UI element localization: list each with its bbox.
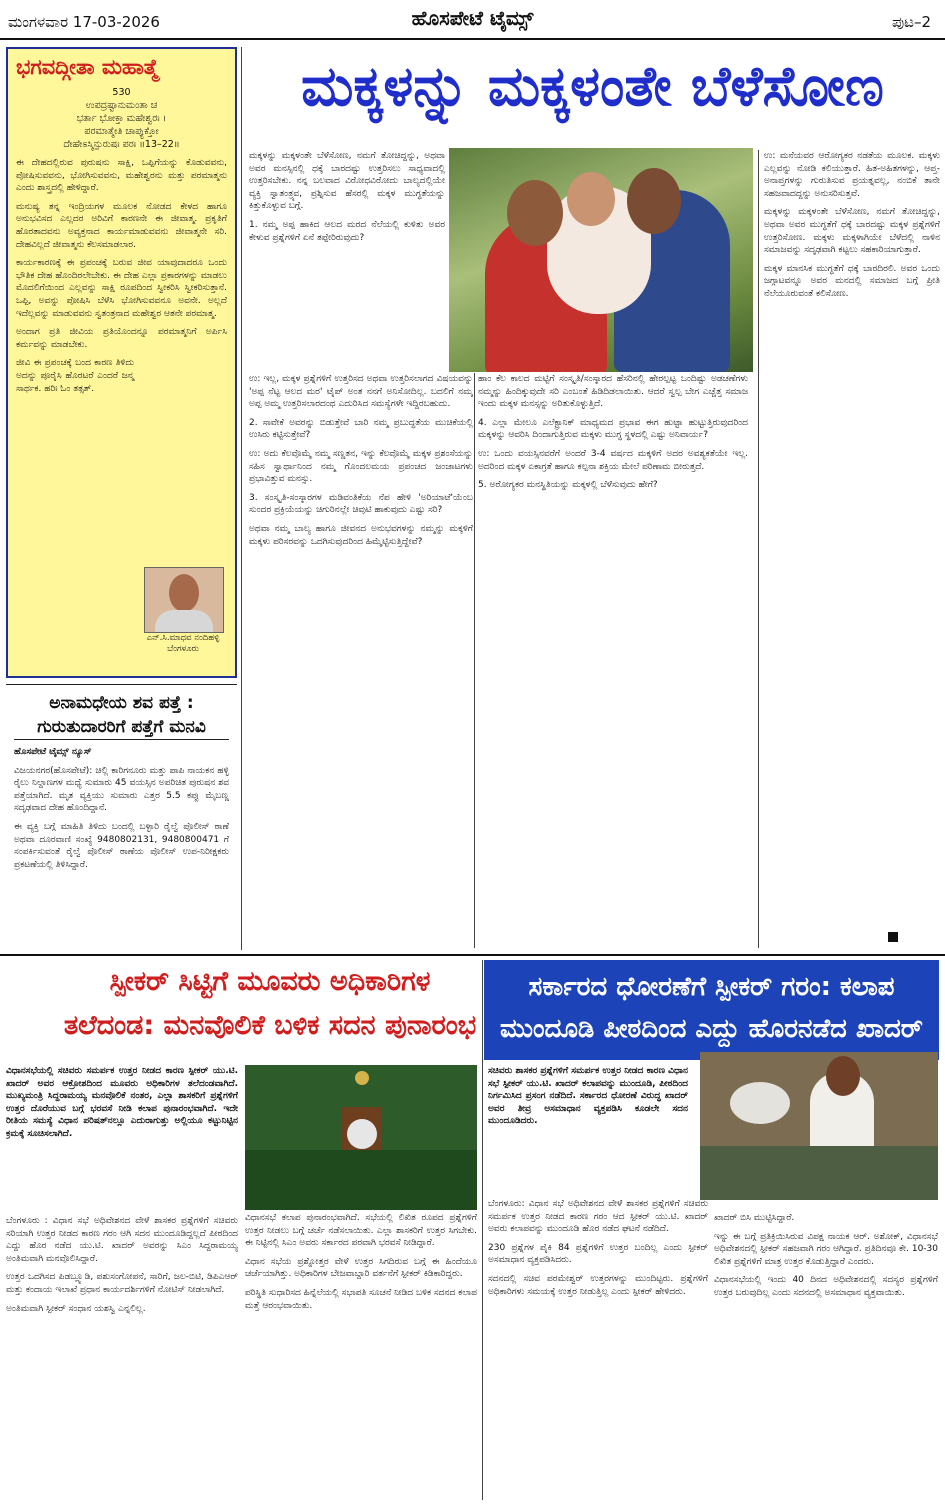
article-paragraph: ಈ ವ್ಯಕ್ತಿ ಬಗ್ಗೆ ಮಾಹಿತಿ ತಿಳಿದು ಬಂದಲ್ಲಿ ಬಳ್ಳಾರಿ ರೈಲ್ವೆ ಪೊಲೀಸ್ ಠಾಣೆ ಅಥವಾ ದೂರವಾಣಿ ಸಂಖ್ಯೆ 9480802131, 9480800471 ಗೆ ಸಂಪರ್ಕಿಸುವಂತೆ ರೈಲ್ವೆ ಪೊಲೀಸ್ ಠಾಣೆಯ ಪೊಲೀಸ್ ಉಪ-ನಿರೀಕ್ಷಕರು ಪ್ರಕಟಣೆಯಲ್ಲಿ ತಿಳಿಸಿದ್ದಾರೆ.: [14, 821, 229, 870]
speaker-left-column-1: [6, 1215, 238, 1500]
speaker-right-headline: [484, 960, 939, 1060]
article-paragraph: ವಿಧಾನಸಭೆ ಕಲಾಪ ಪುನಾರಂಭವಾಗಿದೆ. ಸಭೆಯಲ್ಲಿ ಲಿಖಿತ ರೂಪದ ಪ್ರಶ್ನೆಗಳಿಗೆ ಉತ್ತರ ನೀಡಲು ಬಗ್ಗೆ ಚರ್ಚೆ ನಡೆಸಲಾಯಿತು. ಎಲ್ಲಾ ಶಾಸಕರಿಗೆ ಉತ್ತರ ಸಿಗಬೇಕು. ಈ ನಿಟ್ಟಿನಲ್ಲಿ ಸಿಎಂ ಅವರು ಸರ್ಕಾರದ ಪರವಾಗಿ ಭರವಸೆ ನೀಡಿದ್ದಾರೆ.: [245, 1213, 477, 1249]
article-paragraph: ಮಕ್ಕಳನ್ನು ಮಕ್ಕಳಂತೇ ಬೆಳೆಸೋಣ, ನಮಗೆ ತೋಚಿದ್ದನ್ನು, ಅಥವಾ ಅವರ ಮುಗ್ಧತೆಗೆ ಧಕ್ಕೆ ಬಾರದಷ್ಟು ಮಕ್ಕಳ ಪ್ರಶ್ನೆಗಳಿಗೆ ಉತ್ತರಿಸೋಣ. ಮಕ್ಕಳು ಮಕ್ಕಳಾಗಿಯೇ ಬೆಳೆದಲ್ಲಿ ನಾಳಿನ ಸಮಾಜವನ್ನು ಸದೃಢವಾಗಿ ಕಟ್ಟಲು ಸಹಕಾರಿಯಾಗುತ್ತಾರೆ.: [764, 207, 940, 256]
lead-paragraph: ವಿಧಾನಸಭೆಯಲ್ಲಿ ಸಚಿವರು ಸಮರ್ಪಕ ಉತ್ತರ ನೀಡದ ಕಾರಣ ಸ್ಪೀಕರ್ ಯು.ಟಿ. ಖಾದರ್ ಅವರ ಆಕ್ರೋಶದಿಂದ ಮೂವರು ಅಧಿಕಾರಿಗಳ ತಲೆದಂಡವಾಗಿದೆ. ಮುಖ್ಯಮಂತ್ರಿ ಸಿದ್ದರಾಮಯ್ಯ ಮನವೊಲಿಕೆ ನಂತರ, ಎಲ್ಲಾ ಶಾಸಕರಿಗೆ ಪ್ರಶ್ನೆಗಳಿಗೆ ಉತ್ತರ ದೊರೆಯುವ ಬಗ್ಗೆ ಭರವಸೆ ನೀಡಿ ಕಲಾಪ ಪುನಾರಂಭವಾಗಿದೆ. ಇದೇ ರೀತಿಯ ಸಮಸ್ಯೆ ವಿಧಾನ ಪರಿಷತ್‌ನಲ್ಲೂ ಎದುರಾಗುತ್ತು ಅಲ್ಲಿಯೂ ಕಟ್ಟುನಿಟ್ಟಿನ ಕ್ರಮಕ್ಕೆ ಸೂಚಿಸಲಾಗಿದೆ.: [6, 1066, 238, 1139]
article-paragraph: 230 ಪ್ರಶ್ನೆಗಳ ಪೈಕಿ 84 ಪ್ರಶ್ನೆಗಳಿಗೆ ಉತ್ತರ ಬಂದಿಲ್ಲ ಎಂದು ಸ್ಪೀಕರ್ ಅಸಮಾಧಾನ ವ್ಯಕ್ತಪಡಿಸಿದರು.: [488, 1242, 708, 1266]
gita-paragraph: ಕಾರ್ಯಕಾರಣಕ್ಕೆ ಈ ಪ್ರಪಂಚಕ್ಕೆ ಬರುವ ಜೀವ ಯಾವುದಾದರೂ ಒಂದು ಭೌತಿಕ ದೇಹ ಹೊಂದಿರಲೇಬೇಕು. ಈ ದೇಹ ಎಲ್ಲಾ ಪ್ರಕಾರಗಳನ್ನು ಮಾಡಲು ಮೊದಲಿಗೆಯಿಂದ ಎಲ್ಲವನ್ನು ಸಾಕ್ಷಿ ರೂಪದಿಂದ ಸ್ವೀಕರಿಸಿ ಸ್ವೀಕರಿಸುತ್ತಾನೆ. ಒಪ್ಪಿ, ಅವನ್ನು ಪೋಷಿಸಿ ಬೆಳೆಸಿ ಭೋಗಿಸುವವನೂ ಅವನೇ. ಅಲ್ಲದೆ ಇದೆಲ್ಲವನ್ನು ಮಾಡುವವನು ಸ್ವತಂತ್ರನಾದ ಮಹೇಶ್ವರ ಆತನೇ ಪರಮಾತ್ಮ.: [16, 258, 227, 319]
speaker-photo: [700, 1052, 938, 1200]
article-paragraph: ಖಾದರ್ ಬಿಸಿ ಮುಟ್ಟಿಸಿದ್ದಾರೆ.: [714, 1213, 795, 1223]
shloka-line: ಪರಮಾತ್ಮೇತಿ ಚಾಪ್ಯುಕ್ತೋ: [84, 126, 159, 137]
article-paragraph: ಅಂತಿಮವಾಗಿ ಸ್ಪೀಕರ್ ಸಂಧಾನ ಯಶಸ್ವಿ ಎನ್ನಲಿಲ್ಲ.: [6, 1303, 146, 1314]
article-paragraph: ಉತ್ತರ ಒದಗಿಸದ ಪಿಡಬ್ಲ್ಯೂಡಿ, ಪಶುಸಂಗೋಪನೆ, ಸಾರಿಗೆ, ಜಲ-ಬಿಟಿ, ಡಿಪಿಎಆರ್ ಮತ್ತು ಕಂದಾಯ ಇಲಾಖೆ ಪ್ರಧಾನ ಕಾರ್ಯದರ್ಶಿಗಳಿಗೆ ನೋಟಿಸ್ ನೀಡಲಾಗಿದೆ.: [6, 1272, 238, 1295]
author-photo: [144, 567, 224, 633]
page-number: ಪುಟ–2: [891, 13, 931, 31]
page-header: [0, 0, 945, 40]
speaker-left-lead: [6, 1065, 238, 1205]
speaker-right-lead: [488, 1065, 688, 1195]
speaker-right-column-2: [714, 1212, 938, 1497]
article-title: ಗುರುತುದಾರರಿಗೆ ಪತ್ತೆಗೆ ಮನವಿ: [14, 715, 229, 740]
end-of-article-mark: [888, 932, 898, 942]
unidentified-body-article: [6, 684, 237, 950]
gita-paragraph: ಅಂದಾಗ ಪ್ರತಿ ಜೀವಿಯ ಪ್ರತಿಯೊಂದನ್ನೂ ಪರಮಾತ್ಮನಿಗೆ ಅರ್ಪಿಸಿ ಕರ್ಮವನ್ನು ಮಾಡಬೇಕು.: [16, 327, 227, 350]
answer: ಅಥವಾ ನಮ್ಮ ಬಾಲ್ಯ ಹಾಗೂ ಜೀವನದ ಅನುಭವಗಳನ್ನು ನಮ್ಮನ್ನು ಮಕ್ಕಳಿಗೆ ಮಕ್ಕಳು ಪರಿಸರವನ್ನು ಒದಗಿಸುವುದರಿಂದ ಹಿಮ್ಮೆಟ್ಟಿಸುತ್ತಿದ್ದೇವೆ?: [249, 523, 473, 547]
article-paragraph: ವಿಜಯನಗರ(ಹೊಸಪೇಟೆ): ಚಿಲ್ಲಿ ಕಾರಿಗನೂರು ಮತ್ತು ಪಾಪಿ ನಾಯಕನ ಹಳ್ಳಿ ರೈಲು ನಿಲ್ದಾಣಗಳ ಮಧ್ಯೆ ಸುಮಾರು 45 ವಯಸ್ಸಿನ ಅಪರಿಚಿತ ಪುರುಷನ ಶವ ಪತ್ತೆಯಾಗಿದೆ. ಮೃತ ವ್ಯಕ್ತಿಯು ಸುಮಾರು ಎತ್ತರ 5.5 ಕಪ್ಪು ಮೈಬಣ್ಣ ಸದೃಢವಾದ ದೇಹ ಹೊಂದಿದ್ದಾನೆ.: [14, 765, 229, 814]
answer: ಉ: ಅದು ಕೆಲವೊಮ್ಮೆ ನಮ್ಮ ಸಣ್ಣತನ, ಇನ್ನು ಕೆಲವೊಮ್ಮೆ ಮಕ್ಕಳ ಪ್ರಶಂಸೆಯನ್ನು ಸಹಿಸ ಸ್ವಾರ್ಥಾನಿಂದ ನಮ್ಮ ಗೊಂದಲಮಯ ಪ್ರಪಂಚದ ಜಂಜಾಟಗಳು ಪ್ರಭಾವಿತ್ತುವ ಮನಸ್ಸು.: [249, 448, 473, 485]
article-paragraph: ಹಾಂ ಕೆಲ ಕಾಲದ ಮಟ್ಟಿಗೆ ಸಂಸ್ಕೃತಿ/ಸಂಸ್ಕಾರದ ಹೆಸರಿನಲ್ಲಿ ಹೇರಲ್ಪಟ್ಟ ಒಂದಿಷ್ಟು ಅಡಚಣೆಗಳು ನಮ್ಮನ್ನು ಹಿಂದಿಕ್ಕುವುದೇ ಸರಿ ಎಂಬಂತೆ ಹಿಡಿದಿಡಲಾಯಿತು. ಆದರೆ ಸ್ವಲ್ಪ ಬೇಗ ಎಚ್ಚೆತ್ತ ಸಮಾಜ ಇಂದು ಮಕ್ಕಳ ಮನಸ್ಸನ್ನು ಅರಿತುಕೊಳ್ಳುತ್ತಿದೆ.: [478, 374, 748, 410]
headline-line: ಸರ್ಕಾರದ ಧೋರಣೆಗೆ ಸ್ಪೀಕರ್ ಗರಂ: ಕಲಾಪ: [528, 972, 895, 1002]
gita-number: 530: [112, 87, 131, 98]
speaker-right-column-1: [488, 1198, 708, 1483]
article-paragraph: ಸದನದಲ್ಲಿ ಸಚಿವ ಪರಮೇಶ್ವರ್ ಉತ್ತರಗಳನ್ನು ಮುಂದಿಟ್ಟರು. ಪ್ರಶ್ನೆಗಳಿಗೆ ಅಧಿಕಾರಿಗಳು ಸಮಯಕ್ಕೆ ಉತ್ತರ ನೀಡುತ್ತಿಲ್ಲ ಎಂದು ಸ್ಪೀಕರ್ ಹೇಳಿದರು.: [488, 1273, 708, 1297]
author-place: ಬೆಂಗಳೂರು: [167, 644, 199, 654]
headline-line: ಮುಂದೂಡಿ ಪೀಠದಿಂದ ಎದ್ದು ಹೊರನಡೆದ ಖಾದರ್: [500, 1014, 923, 1044]
article-paragraph: ಮಕ್ಕಳ ಮಾನಸಿಕ ಮುಗ್ಧತೆಗೆ ಧಕ್ಕೆ ಬಾರದಿರಲಿ. ಅವರ ಒಂದು ಜಗ್ಗಾಟವನ್ನೂ ಅವರ ಮನದಲ್ಲಿ ಸಮಾಜದ ಬಗ್ಗೆ ಪ್ರೀತಿ ನೆಲೆಯೂರುವಂತೆ ಕಲಿಸೋಣ.: [764, 263, 940, 299]
feature-headline: ಮಕ್ಕಳನ್ನು ಮಕ್ಕಳಂತೇ ಬೆಳೆಸೋಣ: [301, 54, 884, 118]
gita-column: [6, 47, 237, 678]
article-paragraph: ಬೆಂಗಳೂರು: ವಿಧಾನ ಸಭೆ ಅಧಿವೇಶನದ ವೇಳೆ ಶಾಸಕರ ಪ್ರಶ್ನೆಗಳಿಗೆ ಸಚಿವರು ಸಮರ್ಪಕ ಉತ್ತರ ನೀಡದ ಕಾರಣ ಗರಂ ಆದ ಸ್ಪೀಕರ್ ಯು.ಟಿ. ಖಾದರ್ ಅವರು ಕಲಾಪವನ್ನು ಮುಂದೂಡಿ ಹೊರ ನಡೆದ ಘಟನೆ ನಡೆದಿದೆ.: [488, 1199, 708, 1235]
article-paragraph: ವಿಧಾನ ಸಭೆಯ ಪ್ರಶ್ನೋತ್ತರ ವೇಳೆ ಉತ್ತರ ಸಿಗದಿರುವ ಬಗ್ಗೆ ಈ ಹಿಂದೆಯೂ ಚರ್ಚೆಯಾಗಿತ್ತು. ಅಧಿಕಾರಿಗಳ ಬೇಜವಾಬ್ದಾರಿ ವರ್ತನೆಗೆ ಸ್ಪೀಕರ್ ಕಿಡಿಕಾರಿದ್ದರು.: [245, 1256, 477, 1280]
news-source: ಹೊಸಪೇಟೆ ಟೈಮ್ಸ್ ನ್ಯೂಸ್: [14, 747, 92, 757]
article-title: ಅನಾಮಧೇಯ ಶವ ಪತ್ತೆ :: [49, 693, 194, 713]
question: 3. ಸಂಸ್ಕೃತಿ-ಸಂಸ್ಕಾರಗಳ ಮಡಿವಂತಿಕೆಯ ನೆಪ ಹೇಳಿ 'ಅರಿಯಾಟೆ'ಯೆಂಬ ಸುಂದರ ಪ್ರಕ್ರಿಯೆಯನ್ನು ಚಿಗುರಿನಲ್ಲೇ ಚಿವುಟಿ ಹಾಕುವುದು ಎಷ್ಟು ಸರಿ?: [249, 492, 473, 516]
speaker-left-column-2: [245, 1212, 477, 1497]
question: 5. ಅರೋಗ್ಯಕರ ಮನಸ್ಥಿತಿಯನ್ನು ಮಕ್ಕಳಲ್ಲಿ ಬೆಳೆಸುವುದು ಹೇಗೆ?: [478, 480, 658, 491]
speaker-left-headline: [60, 960, 480, 1060]
gita-paragraph: ಜೀವಿ ಈ ಪ್ರಪಂಚಕ್ಕೆ ಬಂದ ಕಾರಣ ತಿಳಿದು ಅದನ್ನು ಪೂರೈಸಿ ಹೊರಟರೆ ಎಂದರೆ ಜನ್ಮ ಸಾರ್ಥಕ. ಹರಿಃ ಓಂ ತತ್ಸತ್.: [16, 358, 134, 394]
answer: ಉ: ಮನೆಯವರ ಆರೋಗ್ಯಕರ ನಡತೆಯ ಮೂಲಕ. ಮಕ್ಕಳು ಎಲ್ಲವನ್ನು ನೋಡಿ ಕಲಿಯುತ್ತಾರೆ. ಹಿತ-ಅಹಿತಗಳನ್ನು, ಆಪ್ತ-ಅನಾಪ್ತಗಳನ್ನು ಗುರುತಿಸುವ ಪ್ರಯತ್ನವಲ್ಲ, ನಂಬಿಕೆ ತಾನೇ ಸಹಜವಾದದ್ದನ್ನು ಅನುಸರಿಸುತ್ತವೆ.: [764, 151, 940, 199]
answer: ಉ: ಇಲ್ಲ, ಮಕ್ಕಳ ಪ್ರಶ್ನೆಗಳಿಗೆ ಉತ್ತರಿಸದ ಅಥವಾ ಉತ್ತರಿಸಲಾಗದ ವಿಷಯವನ್ನು 'ಅಪ್ಪ ನೆಟ್ಟ ಆಲದ ಮರ' ಟೈಪ್ ಅಂತ ನನಗೆ ಅನಿಸೋದಿಲ್ಲ. ಬದಲಿಗೆ ನಮ್ಮ ಅಪ್ಪ ಅಮ್ಮ ಉತ್ತರಿಸಲಾರದಂಥ ಎದುರಿಸಿದ ಸಮಸ್ಯೆಗಳೇ ಇದ್ದಿರಬಹುದು.: [249, 374, 473, 410]
lead-paragraph: ಸಚಿವರು ಶಾಸಕರ ಪ್ರಶ್ನೆಗಳಿಗೆ ಸಮರ್ಪಕ ಉತ್ತರ ನೀಡದ ಕಾರಣ ವಿಧಾನ ಸಭೆ ಸ್ಪೀಕರ್ ಯು.ಟಿ. ಖಾದರ್ ಕಲಾಪವನ್ನು ಮುಂದೂಡಿ, ಪೀಠದಿಂದ ನಿರ್ಗಮಿಸಿದ ಪ್ರಸಂಗ ನಡೆದಿದೆ. ಸರ್ಕಾರದ ಧೋರಣೆ ವಿರುದ್ಧ ಖಾದರ್ ಅವರ ತೀವ್ರ ಅಸಮಾಧಾನ ವ್ಯಕ್ತಪಡಿಸಿ ಕೂಡಲೇ ಸದನ ಮುಂದೂಡಿದರು.: [488, 1066, 688, 1127]
issue-date: ಮಂಗಳವಾರ 17-03-2026: [8, 13, 160, 31]
article-paragraph: ಬೆಂಗಳೂರು : ವಿಧಾನ ಸಭೆ ಅಧಿವೇಶನದ ವೇಳೆ ಶಾಸಕರ ಪ್ರಶ್ನೆಗಳಿಗೆ ಸಚಿವರು ಸರಿಯಾಗಿ ಉತ್ತರ ನೀಡದ ಕಾರಣ ಗರಂ ಆಗಿ ಸದನ ಮುಂದೂಡಿದ್ದಲ್ಲದೆ ಪೀಠದಿಂದ ಎದ್ದು ಹೊರ ನಡೆದ ಯು.ಟಿ. ಖಾದರ್ ಅವರನ್ನು ಸಿಎಂ ಸಿದ್ದರಾಮಯ್ಯ ಅಂತಿಮವಾಗಿ ಮನವೊಲಿಸಿದ್ದಾರೆ.: [6, 1216, 238, 1264]
author-name: ಎನ್.ಸಿ.ಮಾಧವ ನಂದಿಹಳ್ಳಿ: [146, 633, 220, 643]
shloka-line: ಉಪದ್ರಷ್ಟಾನುಮಂತಾ ಚ: [85, 100, 158, 111]
question: 4. ಎಲ್ಲಾ ಮೇಲೂ ಎಲೆಕ್ಟ್ರಾನಿಕ್ ಮಾಧ್ಯಮದ ಪ್ರಭಾವ ಈಗ ಹುಟ್ಟಾ ಹುಟ್ಟುತ್ತಿರುವುದರಿಂದ ಮಕ್ಕಳನ್ನು ಆವರಿಸಿ ದಿಂದಾಗುತ್ತಿರುವ ಮಕ್ಕಳು ಮುಗ್ಧ ಸ್ಥಳದಲ್ಲಿ ಎಷ್ಟು ಅನಿವಾರ್ಯ?: [478, 417, 748, 441]
feature-column-1-continued: [249, 373, 473, 948]
gita-paragraph: ಮನುಷ್ಯ ತನ್ನ ಇಂದ್ರಿಯಗಳ ಮೂಲಕ ನೋಡದ ಕೇಳದ ಹಾಗೂ ಅನುಭವಿಸದ ಎಲ್ಲದರ ಅರಿವಿಗೆ ಕಾರಣನೇ ಈ ಜೀವಾತ್ಮ. ಪ್ರಕೃತಿಗೆ ಹೊರತಾದವನು ಅವ್ಯಕ್ತನಾದ ಕಾರ್ಯಮಾಡುವವನು ಜೀವಾತ್ಮನೇ ಸರಿ. ದೇಹವಿಲ್ಲದೆ ಜೀವಾತ್ಮನು ಕೆಲಸಮಾಡಲಾರ.: [16, 201, 227, 250]
article-paragraph: ಇನ್ನು ಈ ಬಗ್ಗೆ ಪ್ರತಿಕ್ರಿಯಿಸಿರುವ ವಿಪಕ್ಷ ನಾಯಕ ಆರ್. ಅಶೋಕ್, ವಿಧಾನಸಭೆ ಅಧಿವೇಶನದಲ್ಲಿ ಸ್ಪೀಕರ್ ಸಹಜವಾಗಿ ಗರಂ ಆಗಿದ್ದಾರೆ. ಪ್ರತಿದಿನವೂ ಕೇ. 10-30 ಲಿಖಿತ ಪ್ರಶ್ನೆಗಳಿಗೆ ಮಾತ್ರ ಉತ್ತರ ಕೊಡುತ್ತಿದ್ದಾರೆ ಎಂದರು.: [714, 1231, 938, 1267]
shloka-line: ಭರ್ತಾ ಭೋಕ್ತಾ ಮಹೇಶ್ವರಃ ।: [76, 113, 167, 124]
headline-line: ತಲೆದಂಡ: ಮನವೊಲಿಕೆ ಬಳಿಕ ಸದನ ಪುನಾರಂಭ: [63, 1010, 477, 1041]
masthead: ಹೊಸಪೇಟೆ ಟೈಮ್ಸ್: [411, 6, 534, 30]
question: 2. ಸಾವೇಕೆ ಅವರನ್ನು ಬಿಡುತ್ತೇವೆ ಬಾರಿ ನಮ್ಮ ಪ್ರಬುದ್ಧತೆಯ ಮುಚಿಕೆಯಲ್ಲಿ ಉಸಿರು ಕಟ್ಟಿಸುತ್ತೇವೆ?: [249, 417, 473, 441]
answer: ಉ: ಒಂದು ವಯಸ್ಸಿನವರೆಗೆ ಅಂದರೆ 3-4 ವರ್ಷದ ಮಕ್ಕಳಿಗೆ ಅದರ ಅವಶ್ಯಕತೆಯೇ ಇಲ್ಲ. ಅದರಿಂದ ಮಕ್ಕಳ ಏಕಾಗ್ರತೆ ಹಾಗೂ ಕಲ್ಪನಾ ಶಕ್ತಿಯ ಮೇಲೆ ಪರಿಣಾಮ ಬೀರುತ್ತದೆ.: [478, 448, 748, 472]
feature-column-2: [478, 373, 748, 948]
assembly-photo: [245, 1065, 477, 1210]
article-paragraph: ಪರಿಸ್ಥಿತಿ ಸುಧಾರಿಸದ ಹಿನ್ನೆಲೆಯಲ್ಲಿ ಸಭಾಪತಿ ಸೂಚನೆ ನೀಡಿದ ಬಳಿಕ ಸದನದ ಕಲಾಪ ಮತ್ತೆ ಆರಂಭವಾಯಿತು.: [245, 1287, 477, 1311]
author-byline: [134, 633, 232, 655]
gita-paragraph: ಈ ದೇಹದಲ್ಲಿರುವ ಪುರುಷನು ಸಾಕ್ಷಿ, ಒಪ್ಪಿಗೆಯನ್ನು ಕೊಡುವವನು, ಪೋಷಿಸುವವನು, ಭೋಗಿಸುವವನು, ಮಹೇಶ್ವರನು ಮತ್ತು ಪರಮಾತ್ಮನು ಎಂದು ಶಾಸ್ತ್ರದಲ್ಲಿ ಹೇಳಿದ್ದಾರೆ.: [16, 158, 227, 194]
feature-column-1: [249, 150, 445, 370]
gita-title: ಭಗವದ್ಗೀತಾ ಮಹಾತ್ಮೆ: [16, 55, 159, 79]
feature-column-3: [764, 150, 940, 950]
article-paragraph: ವಿಧಾನಸಭೆಯಲ್ಲಿ ಇಂದು 40 ದಿನದ ಅಧಿವೇಶನದಲ್ಲಿ ಸದಸ್ಯರ ಪ್ರಶ್ನೆಗಳಿಗೆ ಉತ್ತರ ಬರುವುದಿಲ್ಲ ಎಂದು ಸದನದಲ್ಲಿ ಅಸಮಾಧಾನ ವ್ಯಕ್ತವಾಯಿತು.: [714, 1275, 938, 1298]
question: 1. ನಮ್ಮ ಅಪ್ಪ ಹಾಕಿದ ಆಲದ ಮರದ ನೆಲೆಯಲ್ಲಿ ಕುಳಿತು ಅವರ ಕೇಳುವ ಪ್ರಶ್ನೆಗಳಿಗೆ ಏನೆ ತಪ್ಪೇರಿರುವುದು?: [249, 219, 445, 243]
family-photo: [449, 148, 753, 372]
shloka-line: ದೇಹೇಽಸ್ಮಿನ್ಪುರುಷಃ ಪರಃ ॥13–22॥: [63, 139, 180, 150]
article-paragraph: ಮಕ್ಕಳನ್ನು ಮಕ್ಕಳಂತೇ ಬೆಳೆಸೋಣ, ನಮಗೆ ತೋಚಿದ್ದನ್ನು, ಅಥವಾ ಅವರ ಮನಸ್ಸಿನಲ್ಲಿ ಧಕ್ಕೆ ಬಾರದಷ್ಟು ಉತ್ತರಿಸಲು ಸಾಧ್ಯವಾದಲ್ಲಿ ಉತ್ತರಿಸಬೇಕು. ನನ್ನ ಬಲವಾದ ವಿರೋಧವಿರೋದು ಬಾಲ್ಯದಲ್ಲಿಯೇ ವ್ಯಕ್ತಿ ಸ್ವಾತಂತ್ರ್ಯವ, ಪ್ರಶ್ನಿಸುವ ಹೆಸರಲ್ಲಿ ಮಕ್ಕಳ ಮುಗ್ಧತೆಯನ್ನು ಕಿತ್ತುಕೊಳ್ಳುವ ಬಗ್ಗೆ.: [249, 151, 445, 212]
headline-line: ಸ್ಪೀಕರ್ ಸಿಟ್ಟಿಗೆ ಮೂವರು ಅಧಿಕಾರಿಗಳ: [109, 966, 431, 997]
